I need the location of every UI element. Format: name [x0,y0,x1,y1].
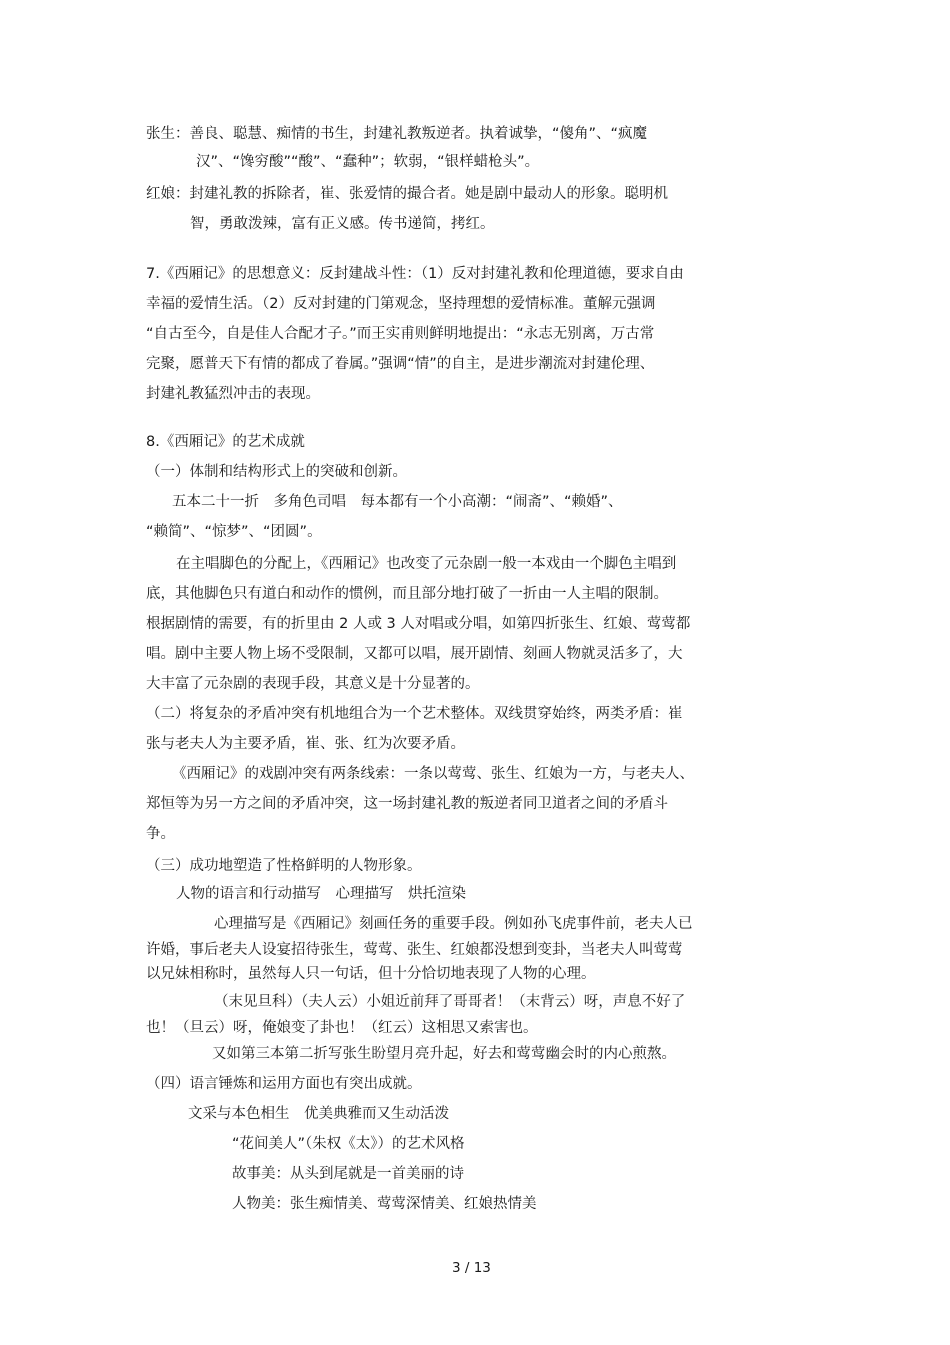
text-line: 智，勇敢泼辣，富有正义感。传书递简，拷红。 [190,216,495,232]
text-line: 红娘：封建礼教的拆除者，崔、张爱情的撮合者。她是剧中最动人的形象。聪明机 [146,186,668,202]
text-line: 根据剧情的需要，有的折里由 2 人或 3 人对唱或分唱，如第四折张生、红娘、莺莺都 [146,616,691,632]
text-line: 文采与本色相生 优美典雅而又生动活泼 [188,1106,449,1122]
page-number: 3 / 13 [452,1260,491,1276]
text-line: 唱。剧中主要人物上场不受限制，又都可以唱，展开剧情、刻画人物就灵活多了，大 [146,646,683,662]
section-heading: 8.《西厢记》的艺术成就 [146,434,305,450]
subsection-heading: （二）将复杂的矛盾冲突有机地组合为一个艺术整体。双线贯穿始终，两类矛盾：崔 [146,706,683,722]
text-line: 许婚，事后老夫人设宴招待张生，莺莺、张生、红娘都没想到变卦，当老夫人叫莺莺 [146,942,683,958]
text-line: “花间美人”（朱权《太》）的艺术风格 [232,1136,465,1152]
subsection-heading: （四）语言锤炼和运用方面也有突出成就。 [146,1076,422,1092]
text-line: “赖简”、“惊梦”、“团圆”。 [146,524,322,540]
text-line: 完聚，愿普天下有情的都成了眷属。”强调“情”的自主，是进步潮流对封建伦理、 [146,356,655,372]
text-line: 幸福的爱情生活。（2）反对封建的门第观念，坚持理想的爱情标准。董解元强调 [146,296,656,312]
text-line: 张生：善良、聪慧、痴情的书生，封建礼教叛逆者。执着诚挚，“傻角”、“疯魔 [146,126,648,142]
text-line: 底，其他脚色只有道白和动作的惯例，而且部分地打破了一折由一人主唱的限制。 [146,586,668,602]
text-line: 《西厢记》的戏剧冲突有两条线索：一条以莺莺、张生、红娘为一方，与老夫人、 [172,766,694,782]
text-line: 故事美：从头到尾就是一首美丽的诗 [232,1166,464,1182]
text-line: 汉”、“馋穷酸”“酸”、“蠢种”；软弱，“银样蜡枪头”。 [196,154,540,170]
text-line: 人物的语言和行动描写 心理描写 烘托渲染 [176,886,466,902]
text-line: 五本二十一折 多角色司唱 每本都有一个小高潮：“闹斋”、“赖婚”、 [172,494,623,510]
text-line: 张与老夫人为主要矛盾，崔、张、红为次要矛盾。 [146,736,465,752]
subsection-heading: （三）成功地塑造了性格鲜明的人物形象。 [146,858,422,874]
text-line: 以兄妹相称时，虽然每人只一句话，但十分恰切地表现了人物的心理。 [146,966,596,982]
text-line: 7.《西厢记》的思想意义：反封建战斗性：（1）反对封建礼教和伦理道德，要求自由 [146,266,684,282]
text-line: 大丰富了元杂剧的表现手段，其意义是十分显著的。 [146,676,480,692]
text-line: 也！（旦云）呀，俺娘变了卦也！（红云）这相思又索害也。 [146,1020,538,1036]
text-line: 心理描写是《西厢记》刻画任务的重要手段。例如孙飞虎事件前，老夫人已 [214,916,693,932]
subsection-heading: （一）体制和结构形式上的突破和创新。 [146,464,407,480]
text-line: 又如第三本第二折写张生盼望月亮升起，好去和莺莺幽会时的内心煎熬。 [212,1046,676,1062]
text-line: （末见旦科）（夫人云）小姐近前拜了哥哥者！（末背云）呀，声息不好了 [214,994,686,1010]
text-line: 在主唱脚色的分配上，《西厢记》也改变了元杂剧一般一本戏由一个脚色主唱到 [176,556,677,572]
text-line: 封建礼教猛烈冲击的表现。 [146,386,320,402]
text-line: 郑恒等为另一方之间的矛盾冲突，这一场封建礼教的叛逆者同卫道者之间的矛盾斗 [146,796,668,812]
text-line: 人物美：张生痴情美、莺莺深情美、红娘热情美 [232,1196,537,1212]
text-line: “自古至今，自是佳人合配才子。”而王实甫则鲜明地提出：“永志无别离，万古常 [146,326,655,342]
text-line: 争。 [146,826,175,842]
